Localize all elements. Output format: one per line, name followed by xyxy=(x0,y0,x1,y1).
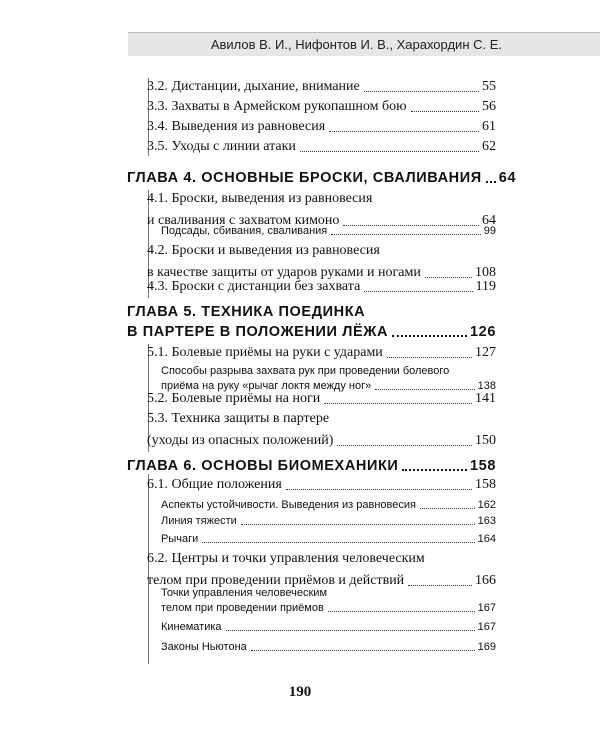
chapter-heading[interactable]: ГЛАВА 5. ТЕХНИКА ПОЕДИНКА В ПАРТЕРЕ В ПОЛОЖЕНИИ ЛЁЖА 126 xyxy=(127,304,496,340)
toc-subentry[interactable]: Кинематика 167 xyxy=(161,621,496,633)
page-ref: 64 xyxy=(498,170,517,186)
page-ref: 61 xyxy=(482,119,496,134)
page-ref: 64 xyxy=(482,213,496,228)
toc-subentry[interactable]: Рычаги 164 xyxy=(161,533,496,545)
page-ref: 119 xyxy=(475,279,496,294)
running-header xyxy=(128,32,600,56)
toc-subentry[interactable]: Законы Ньютона 169 xyxy=(161,641,496,653)
chapter-heading[interactable]: ГЛАВА 6. ОСНОВЫ БИОМЕХАНИКИ 158 xyxy=(127,458,496,474)
page-ref: 167 xyxy=(477,621,496,633)
toc-entry[interactable]: 4.2. Броски и выведения из равновесия в качестве защиты от ударов руками и ногами 108 xyxy=(127,240,496,284)
toc-entry[interactable]: 4.1. Броски, выведения из равновесия и сваливания с захватом кимоно 64 xyxy=(127,188,496,232)
page-ref: 150 xyxy=(475,433,496,448)
toc-subentry[interactable]: Способы разрыва захвата рук при проведении болевого приёма на руку «рычаг локтя между ног» 138 xyxy=(161,365,496,392)
toc-subentry[interactable]: Подсады, сбивания, сваливания 99 xyxy=(161,225,496,237)
page-ref: 162 xyxy=(477,499,496,511)
toc-entry[interactable]: 3.3. Захваты в Армейском рукопашном бою 56 xyxy=(127,96,496,118)
toc-entry[interactable]: 3.5. Уходы с линии атаки 62 xyxy=(127,136,496,158)
page-ref: 108 xyxy=(475,265,496,280)
toc-subentry[interactable]: Точки управления человеческим телом при проведении приёмов 167 xyxy=(161,587,496,614)
page-ref: 164 xyxy=(477,533,496,545)
page-ref: 62 xyxy=(482,139,496,154)
toc-entry[interactable]: 5.1. Болевые приёмы на руки с ударами 127 xyxy=(127,342,496,364)
page-ref: 158 xyxy=(475,477,496,492)
page-ref: 166 xyxy=(475,573,496,588)
page-ref: 56 xyxy=(482,99,496,114)
toc-entry[interactable]: 3.4. Выведения из равновесия 61 xyxy=(127,116,496,138)
toc-entry[interactable]: 5.3. Техника защиты в партере (уходы из опасных положений) 150 xyxy=(127,408,496,452)
toc-entry[interactable]: 4.3. Броски с дистанции без захвата 119 xyxy=(127,276,496,298)
page-ref: 127 xyxy=(475,345,496,360)
page-ref: 126 xyxy=(470,324,496,340)
page-ref: 163 xyxy=(477,515,496,527)
toc-subentry[interactable]: Аспекты устойчивости. Выведения из равновесия 162 xyxy=(161,499,496,511)
authors: Авилов В. И., Нифонтов И. В., Харахордин С. Е. xyxy=(210,37,502,52)
toc-entry[interactable]: 5.2. Болевые приёмы на ноги 141 xyxy=(127,388,496,410)
toc-entry[interactable]: 6.1. Общие положения 158 xyxy=(127,474,496,496)
page-ref: 99 xyxy=(483,225,496,237)
page-ref: 167 xyxy=(477,602,496,614)
toc-subentry[interactable]: Линия тяжести 163 xyxy=(161,515,496,527)
page-number: 190 xyxy=(288,684,312,700)
toc-entry[interactable]: 6.2. Центры и точки управления человеческим телом при проведении приёмов и действий 166 xyxy=(127,548,496,592)
chapter-heading[interactable]: ГЛАВА 4. ОСНОВНЫЕ БРОСКИ, СВАЛИВАНИЯ 64 xyxy=(127,170,517,186)
page-ref: 141 xyxy=(475,391,496,406)
page-ref: 55 xyxy=(482,79,496,94)
toc-entry[interactable]: 3.2. Дистанции, дыхание, внимание 55 xyxy=(127,76,496,98)
page-ref: 169 xyxy=(477,641,496,653)
page-ref: 158 xyxy=(470,458,496,474)
page-ref: 138 xyxy=(477,380,496,392)
